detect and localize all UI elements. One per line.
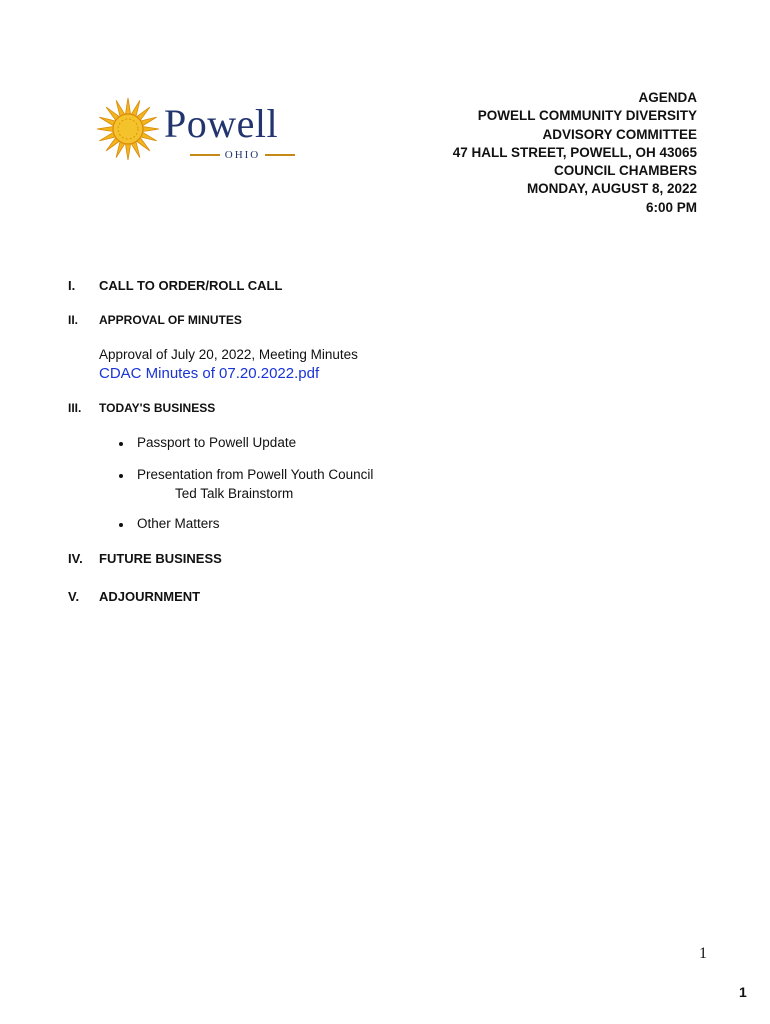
logo-rule-right — [265, 154, 295, 156]
page-number: 1 — [699, 945, 707, 962]
business-item-text: Presentation from Powell Youth Council — [137, 467, 374, 482]
sun-ray — [143, 126, 159, 131]
section-number: IV. — [68, 551, 83, 566]
powell-logo — [95, 96, 327, 166]
header-line-committee-1: POWELL COMMUNITY DIVERSITY — [477, 108, 697, 124]
minutes-approval-text: Approval of July 20, 2022, Meeting Minutes — [99, 347, 358, 362]
section-number: V. — [68, 589, 80, 604]
logo-state — [190, 148, 295, 162]
sun-ray — [99, 132, 115, 141]
sun-ray — [97, 126, 113, 131]
section-number: II. — [68, 313, 79, 327]
sun-icon — [95, 96, 161, 162]
section-number: III. — [68, 401, 82, 415]
sun-ray — [116, 100, 125, 116]
bullet-icon — [119, 474, 123, 478]
sun-ray — [131, 100, 140, 116]
section-title: ADJOURNMENT — [99, 589, 201, 604]
page-number-footer: 1 — [739, 984, 747, 1000]
section-title: TODAY'S BUSINESS — [99, 401, 216, 415]
agenda-header — [357, 89, 697, 217]
header-line-agenda: AGENDA — [638, 90, 697, 105]
header-line-address: 47 HALL STREET, POWELL, OH 43065 — [452, 144, 697, 160]
sun-ray — [99, 117, 115, 126]
header-line-location: COUNCIL CHAMBERS — [553, 163, 697, 179]
header-line-committee-2: ADVISORY COMMITTEE — [542, 126, 697, 142]
sun-ray — [131, 142, 140, 158]
business-item-text: Passport to Powell Update — [137, 435, 297, 450]
sun-ray — [125, 144, 130, 160]
bullet-icon — [119, 523, 123, 527]
section-title: CALL TO ORDER/ROLL CALL — [99, 278, 283, 293]
business-item-subtext: Ted Talk Brainstorm — [175, 486, 294, 501]
logo-state-text: OHIO — [224, 149, 261, 161]
bullet-icon — [119, 442, 123, 446]
sun-ray — [141, 132, 157, 141]
header-line-time: 6:00 PM — [645, 199, 697, 215]
sun-ray — [141, 117, 157, 126]
business-item-text: Other Matters — [137, 516, 220, 531]
logo-wordmark: Powell — [164, 101, 279, 146]
sun-ray — [116, 142, 125, 158]
minutes-pdf-link[interactable]: CDAC Minutes of 07.20.2022.pdf — [99, 365, 320, 382]
section-title: APPROVAL OF MINUTES — [99, 313, 242, 327]
sun-ray — [125, 98, 130, 114]
section-number: I. — [68, 278, 76, 293]
logo-rule-left — [190, 154, 220, 156]
header-line-date: MONDAY, AUGUST 8, 2022 — [526, 181, 697, 197]
section-title: FUTURE BUSINESS — [99, 551, 222, 566]
